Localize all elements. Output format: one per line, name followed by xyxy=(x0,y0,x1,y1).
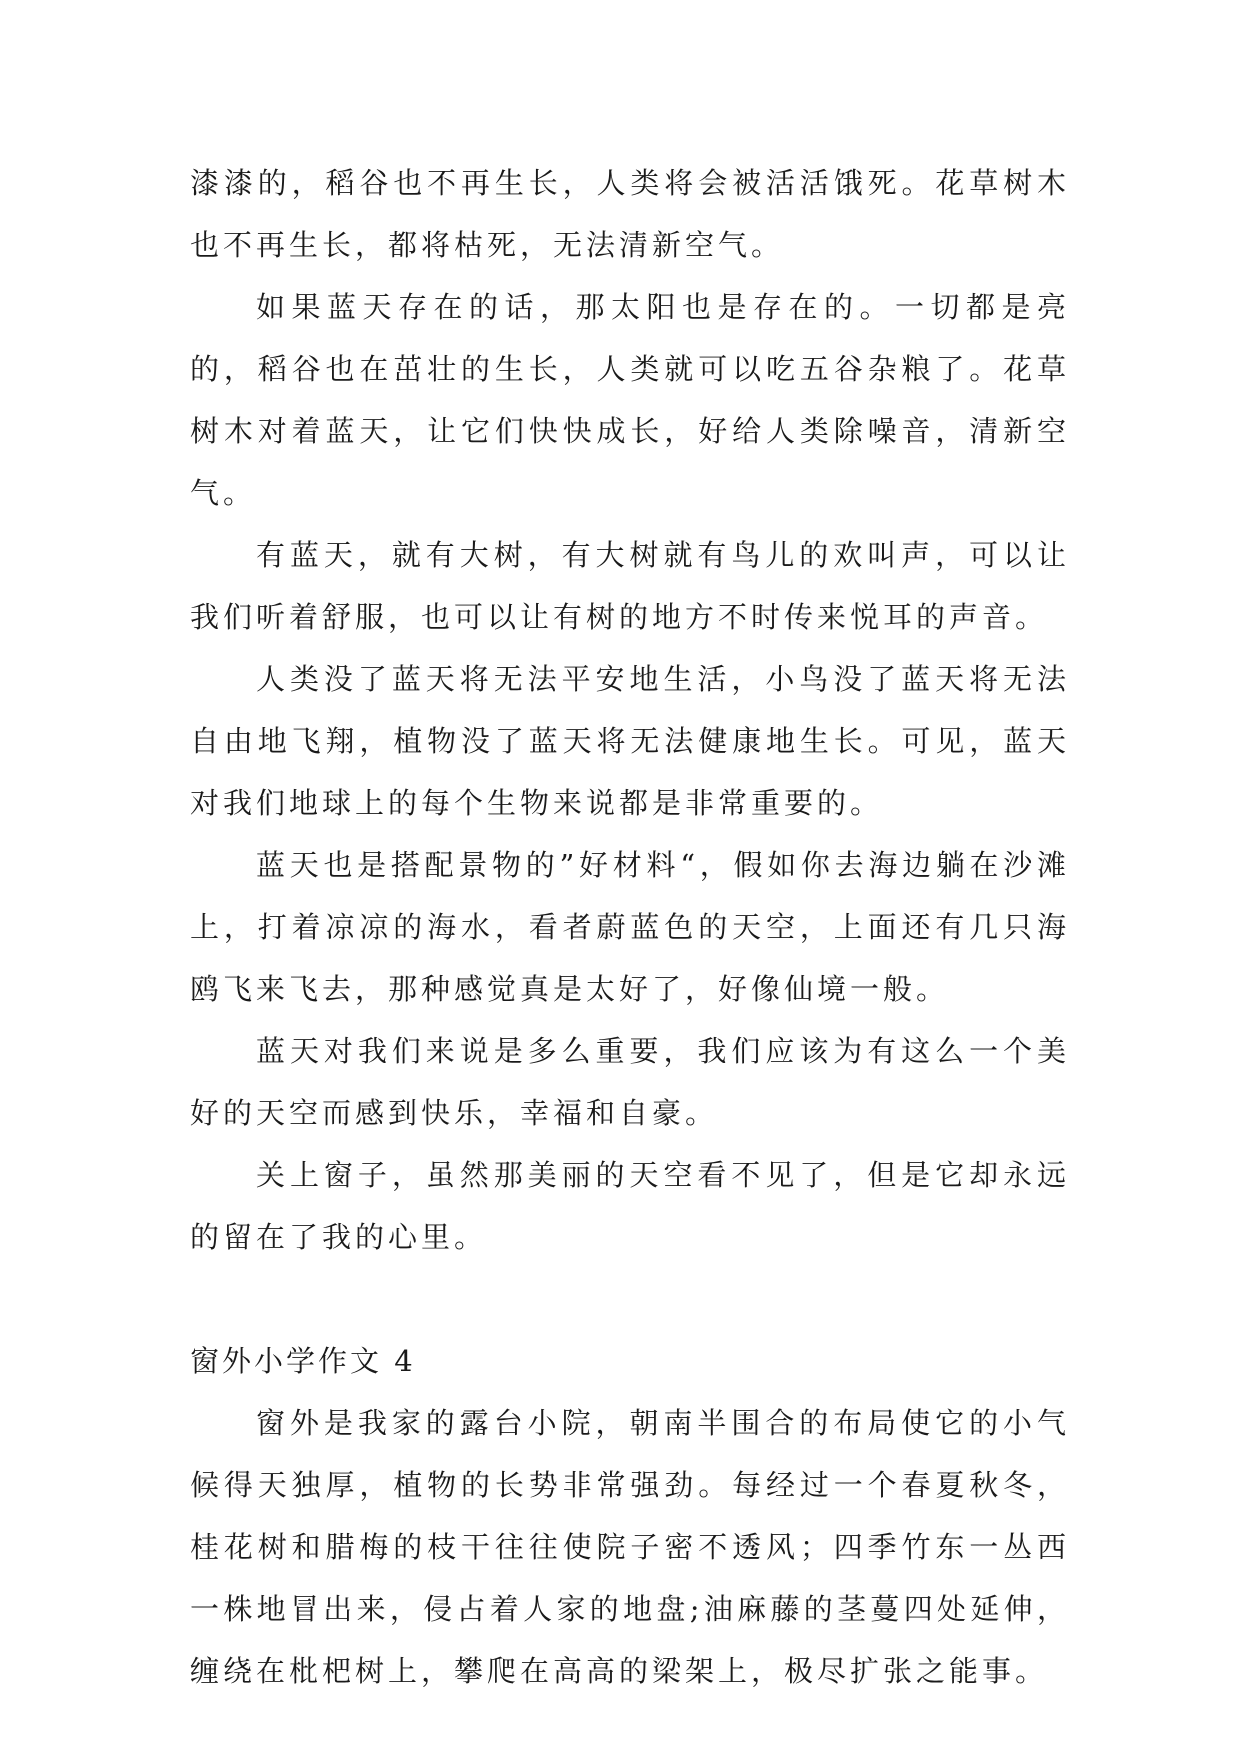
section-title: 窗外小学作文 4 xyxy=(190,1344,416,1378)
paragraph: 蓝天对我们来说是多么重要，我们应该为有这么一个美好的天空而感到快乐，幸福和自豪。 xyxy=(190,1034,1070,1130)
paragraph: 窗外是我家的露台小院，朝南半围合的布局使它的小气候得天独厚，植物的长势非常强劲。每经过一个春夏秋冬，桂花树和腊梅的枝干往往使院子密不透风；四季竹东一丛西一株地冒出来，侵占着人家的地盘;油麻藤的茎蔓四处延伸，缠绕在枇杷树上，攀爬在高高的梁架上，极尽扩张之能事。 xyxy=(190,1406,1070,1688)
paragraph: 有蓝天，就有大树，有大树就有鸟儿的欢叫声，可以让我们听着舒服，也可以让有树的地方不时传来悦耳的声音。 xyxy=(190,538,1070,634)
paragraph: 人类没了蓝天将无法平安地生活，小鸟没了蓝天将无法自由地飞翔，植物没了蓝天将无法健康地生长。可见，蓝天对我们地球上的每个生物来说都是非常重要的。 xyxy=(190,662,1070,820)
paragraph: 关上窗子，虽然那美丽的天空看不见了，但是它却永远的留在了我的心里。 xyxy=(190,1158,1070,1254)
document-body xyxy=(190,152,1070,1702)
paragraph: 蓝天也是搭配景物的”好材料“，假如你去海边躺在沙滩上，打着凉凉的海水，看者蔚蓝色的天空，上面还有几只海鸥飞来飞去，那种感觉真是太好了，好像仙境一般。 xyxy=(190,848,1070,1006)
paragraph-continuation: 漆漆的，稻谷也不再生长，人类将会被活活饿死。花草树木也不再生长，都将枯死，无法清新空气。 xyxy=(190,166,1070,262)
paragraph: 如果蓝天存在的话，那太阳也是存在的。一切都是亮的，稻谷也在茁壮的生长，人类就可以吃五谷杂粮了。花草树木对着蓝天，让它们快快成长，好给人类除噪音，清新空气。 xyxy=(190,290,1070,510)
section-spacer xyxy=(190,1268,1070,1330)
